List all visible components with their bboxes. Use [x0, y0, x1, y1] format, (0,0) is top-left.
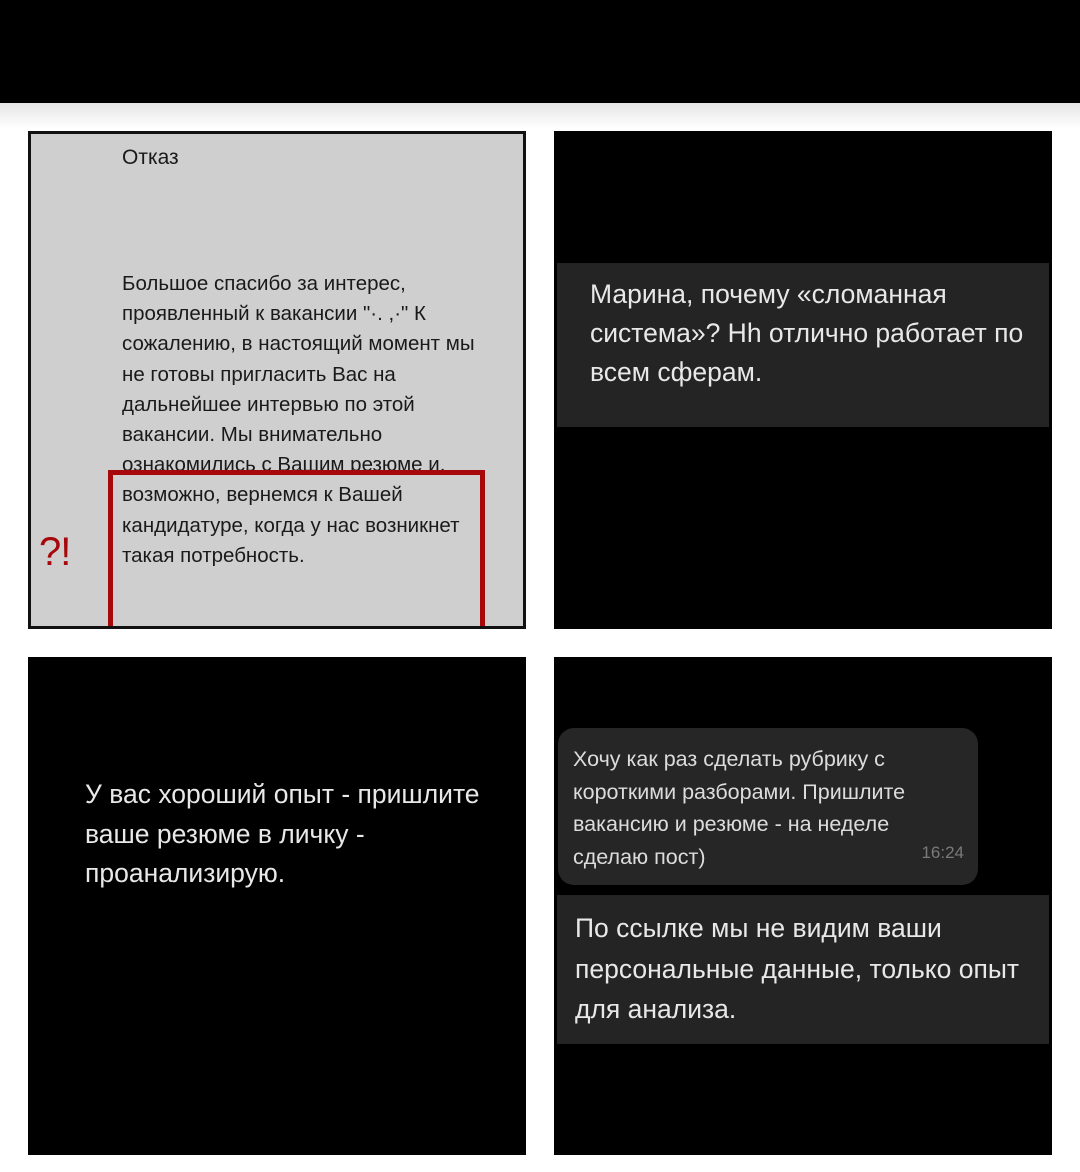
chat-panel [554, 657, 1052, 1155]
advice-panel [28, 657, 526, 1155]
chat-reply-message: По ссылке мы не видим ваши персональные данные, только опыт для анализа. [557, 895, 1049, 1044]
chat-bubble-text: Хочу как раз сделать рубрику с короткими разборами. Пришлите вакансию и резюме - на неделе сделаю пост) [573, 747, 906, 869]
top-shadow [0, 103, 1080, 129]
chat-bubble [558, 728, 978, 885]
reply-system-panel [554, 131, 1052, 629]
exclamation-question-marks: ?! [39, 530, 71, 574]
highlight-frame [108, 470, 485, 629]
letter-title: Отказ [122, 146, 179, 169]
reply-system-message: Марина, почему «сломанная система»? Hh отлично работает по всем сферам. [557, 263, 1049, 427]
letter-body: Большое спасибо за интерес, проявленный к вакансии "·. ,·" К сожалению, в настоящий момент мы не готовы пригласить Вас на дальнейшее интервью по этой вакансии. Мы внимательно ознакомились с Вашим резюме и, возможно, вернемся к Вашей кандидатуре, когда у нас возникнет такая потребность. [122, 272, 475, 567]
rejection-letter-panel [28, 131, 526, 629]
advice-message: У вас хороший опыт - пришлите ваше резюме в личку - проанализирую. [85, 779, 480, 888]
message-time: 16:24 [921, 842, 964, 862]
top-black-bar [0, 0, 1080, 103]
